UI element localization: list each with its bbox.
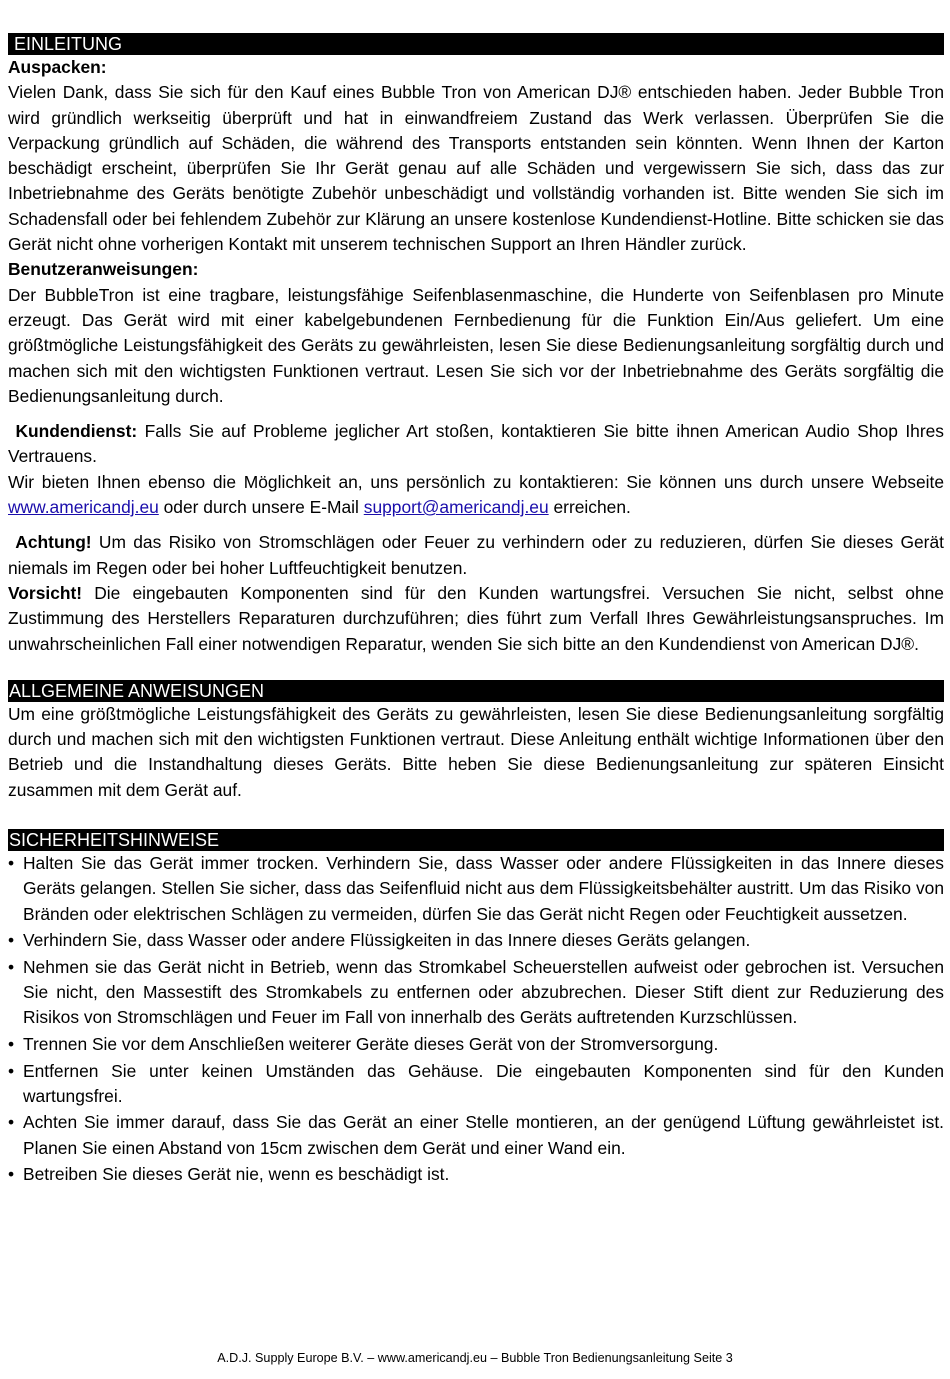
text-kontakt-2: oder durch unsere E-Mail: [163, 497, 359, 518]
bullet-icon: •: [8, 1060, 15, 1081]
list-item: [8, 1110, 944, 1161]
label-vorsicht: Vorsicht!: [8, 582, 83, 603]
bullet-icon: •: [8, 853, 15, 874]
page-footer: A.D.J. Supply Europe B.V. – www.americandj.eu – Bubble Tron Bedienungsanleitung Seite 3: [217, 1351, 733, 1365]
text-kontakt-1: Wir bieten Ihnen ebenso die Möglichkeit an, uns persönlich zu kontaktieren: Sie können uns durch unsere Webseite: [8, 471, 944, 492]
list-item-text: Entfernen Sie unter keinen Umständen das Gehäuse. Die eingebauten Komponenten sind für den Kunden wartungsfrei.: [23, 1060, 944, 1106]
list-item-text: Trennen Sie vor dem Anschließen weiterer Geräte dieses Gerät von der Stromversorgung.: [23, 1033, 719, 1054]
section-header-einleitung: EINLEITUNG: [8, 33, 944, 55]
list-item: [8, 955, 944, 1031]
list-item-text: Betreiben Sie dieses Gerät nie, wenn es beschädigt ist.: [23, 1164, 450, 1185]
website-link[interactable]: www.americandj.eu: [8, 497, 159, 518]
paragraph-vorsicht: [8, 581, 944, 657]
list-item-text: Nehmen sie das Gerät nicht in Betrieb, wenn das Stromkabel Scheuerstellen aufweist oder gebrochen ist. Versuchen Sie nicht, den Massestift des Stromkabels zu entfernen oder abzubrechen. Dieser Stift dient zur Reduzierung des Risikos von Stromschlägen und Feuer im Fall von innerhalb des Geräts auftretenden Kurzschlüssen.: [23, 956, 944, 1028]
list-item: [8, 1032, 944, 1057]
bullet-icon: •: [8, 1033, 15, 1054]
bullet-icon: •: [8, 1112, 15, 1133]
heading-benutzeranweisungen: Benutzeranweisungen:: [8, 259, 199, 280]
bullet-icon: •: [8, 1164, 15, 1185]
section-header-allgemeine-anweisungen: ALLGEMEINE ANWEISUNGEN: [8, 680, 944, 702]
text-kundendienst: Falls Sie auf Probleme jeglicher Art stoßen, kontaktieren Sie bitte ihnen American Audio Shop Ihres Vertrauens.: [8, 421, 944, 467]
list-item: [8, 1162, 944, 1187]
document-page: [8, 33, 944, 1189]
heading-auspacken: Auspacken:: [8, 57, 107, 77]
text-vorsicht: Die eingebauten Komponenten sind für den Kunden wartungsfrei. Versuchen Sie nicht, selbst ohne Zustimmung des Herstellers Reparaturen durchzuführen; dies führt zum Verfall Ihres Gewährleistungsanspruches. Im unwahrscheinlichen Fall einer notwendigen Reparatur, wenden Sie sich bitte an den Kundendienst von American DJ®.: [8, 582, 944, 654]
bullet-icon: •: [8, 956, 15, 977]
text-kontakt-3: erreichen.: [553, 497, 631, 518]
label-achtung: Achtung!: [15, 532, 92, 553]
paragraph-kontakt: [8, 470, 944, 521]
list-item: [8, 851, 944, 927]
section-header-sicherheitshinweise: SICHERHEITSHINWEISE: [8, 829, 944, 851]
label-kundendienst: Kundendienst:: [15, 421, 138, 442]
paragraph-achtung: [8, 530, 944, 581]
email-link[interactable]: support@americandj.eu: [363, 497, 549, 518]
paragraph-kundendienst: [8, 419, 944, 470]
paragraph-auspacken: Vielen Dank, dass Sie sich für den Kauf eines Bubble Tron von American DJ® entschieden haben. Jeder Bubble Tron wird gründlich werkseitig überprüft und hat in einwandfreiem Zustand das Werk verlassen. Überprüfen Sie die Verpackung gründlich auf Schäden, die während des Transports entstanden sein könnten. Wenn Ihnen der Karton beschädigt erscheint, überprüfen Sie Ihr Gerät genau auf alle Schäden und vergewissern Sie sich, dass das zur Inbetriebnahme des Geräts benötigte Zubehör unbeschädigt und vollständig vorhanden ist. Bitte wenden Sie sich im Schadensfall oder bei fehlendem Zubehör zur Klärung an unsere kostenlose Kundendienst-Hotline. Bitte schicken sie das Gerät nicht ohne vorherigen Kontakt mit unserem technischen Support an Ihren Händler zurück.: [8, 82, 944, 255]
list-item-text: Halten Sie das Gerät immer trocken. Verhindern Sie, dass Wasser oder andere Flüssigkeiten in das Innere dieses Geräts gelangen. Stellen Sie sicher, dass das Seifenfluid nicht aus dem Flüssigkeitsbehälter austritt. Um das Risiko von Bränden oder elektrischen Schlägen zu vermeiden, dürfen Sie das Gerät nicht Regen oder Feuchtigkeit aussetzen.: [23, 853, 944, 924]
list-item-text: Verhindern Sie, dass Wasser oder andere Flüssigkeiten in das Innere dieses Geräts gelangen.: [23, 930, 751, 951]
safety-list: [8, 851, 944, 1188]
list-item-text: Achten Sie immer darauf, dass Sie das Gerät an einer Stelle montieren, an der genügend Lüftung gewährleistet ist. Planen Sie einen Abstand von 15cm zwischen dem Gerät und einer Wand ein.: [23, 1112, 944, 1158]
list-item: [8, 928, 944, 953]
text-achtung: Um das Risiko von Stromschlägen oder Feuer zu verhindern oder zu reduzieren, dürfen Sie dieses Gerät niemals im Regen oder bei hoher Luftfeuchtigkeit benutzen.: [8, 532, 944, 578]
paragraph-allgemeine-anweisungen: Um eine größtmögliche Leistungsfähigkeit des Geräts zu gewährleisten, lesen Sie diese Bedienungsanleitung sorgfältig durch und machen sich mit den wichtigsten Funktionen vertraut. Diese Anleitung enthält wichtige Informationen über den Betrieb und die Instandhaltung dieses Geräts. Bitte heben Sie diese Bedienungsanleitung zur späteren Einsicht zusammen mit dem Gerät auf.: [8, 703, 944, 800]
list-item: [8, 1059, 944, 1110]
bullet-icon: •: [8, 930, 15, 951]
paragraph-benutzeranweisungen: Der BubbleTron ist eine tragbare, leistungsfähige Seifenblasenmaschine, die Hunderte von Seifenblasen pro Minute erzeugt. Das Gerät wird mit einer kabelgebundenen Fernbedienung für die Funktion Ein/Aus geliefert. Um eine größtmögliche Leistungsfähigkeit des Geräts zu gewährleisten, lesen Sie diese Bedienungsanleitung sorgfältig durch und machen sich mit den wichtigsten Funktionen vertraut. Lesen Sie sich vor der Inbetriebnahme des Geräts sorgfältig die Bedienungsanleitung durch.: [8, 284, 944, 406]
